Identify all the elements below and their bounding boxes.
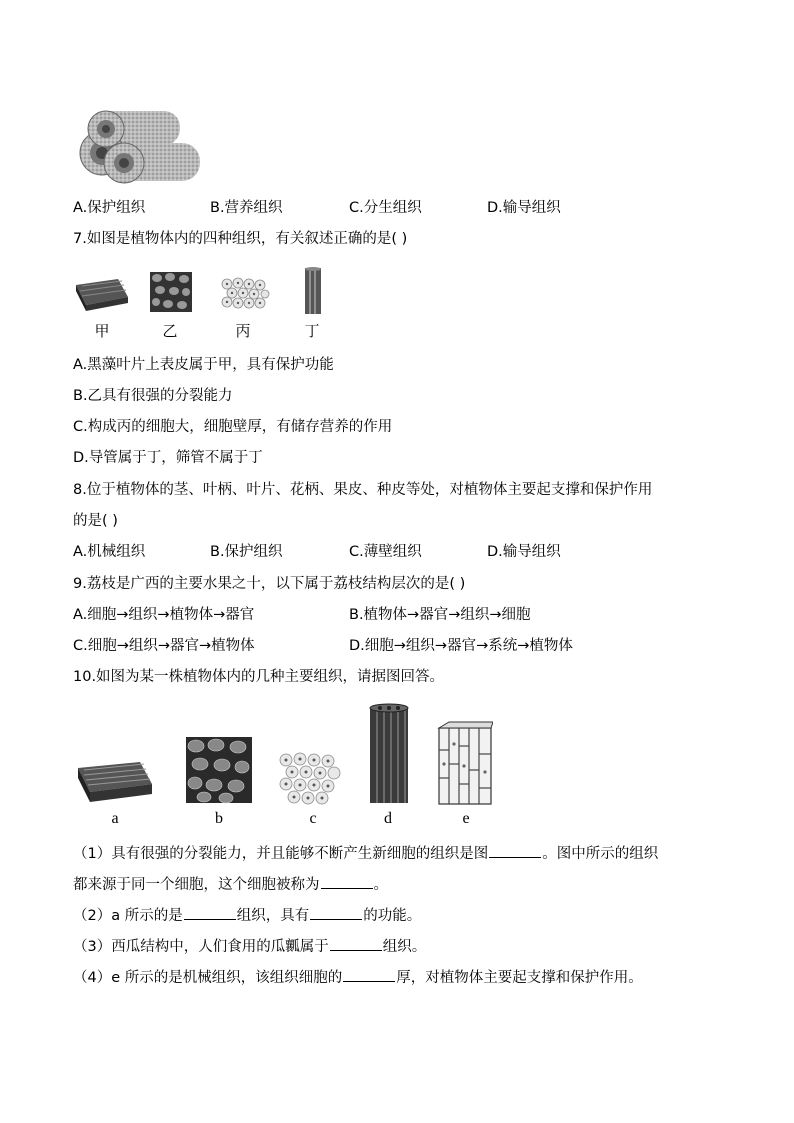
q10-sub2-text-c: 的功能。 xyxy=(363,908,422,924)
q10-sub1-line2 xyxy=(73,874,388,895)
q10-tissue-b-image xyxy=(184,735,254,805)
q10-sub3-blank[interactable] xyxy=(330,936,382,951)
q10-tissue-e-image xyxy=(437,720,493,806)
q10-sub2-blank-1[interactable] xyxy=(184,905,236,920)
q10-sub1-text-a: （1）具有很强的分裂能力，并且能够不断产生新细胞的组织是图 xyxy=(73,846,489,862)
q7-tissue-yi-image xyxy=(148,270,194,314)
q10-sub3-line xyxy=(73,936,426,957)
q6-option-a: A.保护组织 xyxy=(73,200,146,216)
loofah-sponge-image xyxy=(72,105,204,189)
q7-label-jia: 甲 xyxy=(94,322,110,340)
q10-sub4-line xyxy=(73,967,643,988)
q10-label-a: a xyxy=(111,810,119,827)
q10-sub2-line xyxy=(73,905,421,926)
q8-stem-line1: 8.位于植物体的茎、叶柄、叶片、花柄、果皮、种皮等处，对植物体主要起支撑和保护作用 xyxy=(73,482,653,498)
q7-stem: 7.如图是植物体内的四种组织，有关叙述正确的是( ) xyxy=(73,231,408,247)
q10-sub1-blank-2[interactable] xyxy=(321,874,373,889)
q10-sub1-text-c: 都来源于同一个细胞，这个细胞被称为 xyxy=(73,877,320,893)
q10-sub1-text-b: 。图中所示的组织 xyxy=(542,846,659,862)
q10-sub3-text-a: （3）西瓜结构中，人们食用的瓜瓤属于 xyxy=(73,939,329,955)
q10-sub4-text-b: 厚，对植物体主要起支撑和保护作用。 xyxy=(396,970,643,986)
q10-tissue-c-image xyxy=(278,752,344,806)
q7-option-d: D.导管属于丁，筛管不属于丁 xyxy=(73,450,263,466)
q7-label-yi: 乙 xyxy=(162,322,178,340)
q9-option-b: B.植物体→器官→组织→细胞 xyxy=(349,607,531,623)
q10-label-e: e xyxy=(462,810,470,827)
q6-option-d: D.输导组织 xyxy=(487,200,561,216)
q9-option-a: A.细胞→组织→植物体→器官 xyxy=(73,607,255,623)
q10-label-d: d xyxy=(384,810,392,827)
q7-label-bing: 丙 xyxy=(235,322,251,340)
q9-option-d: D.细胞→组织→器官→系统→植物体 xyxy=(349,638,573,654)
q8-option-a: A.机械组织 xyxy=(73,544,146,560)
q10-tissue-d-image xyxy=(366,703,412,805)
q8-option-b: B.保护组织 xyxy=(210,544,283,560)
q8-option-c: C.薄壁组织 xyxy=(349,544,422,560)
q7-option-a: A.黑藻叶片上表皮属于甲，具有保护功能 xyxy=(73,357,334,373)
q9-stem: 9.荔枝是广西的主要水果之十，以下属于荔枝结构层次的是( ) xyxy=(73,576,466,592)
q9-option-c: C.细胞→组织→器官→植物体 xyxy=(73,638,255,654)
q6-option-b: B.营养组织 xyxy=(210,200,283,216)
q6-option-c: C.分生组织 xyxy=(349,200,422,216)
q8-option-d: D.输导组织 xyxy=(487,544,561,560)
q10-sub4-text-a: （4）e 所示的是机械组织，该组织细胞的 xyxy=(73,970,343,986)
q10-tissue-a-image xyxy=(76,760,154,804)
q10-label-b: b xyxy=(215,810,223,827)
q7-option-b: B.乙具有很强的分裂能力 xyxy=(73,388,233,404)
q10-label-c: c xyxy=(309,810,317,827)
q10-sub1-line1 xyxy=(73,843,658,864)
q10-sub2-blank-2[interactable] xyxy=(310,905,362,920)
q10-stem: 10.如图为某一株植物体内的几种主要组织，请据图回答。 xyxy=(73,669,445,685)
q7-option-c: C.构成丙的细胞大，细胞壁厚，有储存营养的作用 xyxy=(73,419,393,435)
q10-sub1-blank-1[interactable] xyxy=(489,843,541,858)
q7-tissue-jia-image xyxy=(72,275,130,313)
q7-tissue-bing-image xyxy=(219,276,271,310)
q7-tissue-ding-image xyxy=(303,266,323,316)
q10-sub3-text-b: 组织。 xyxy=(382,939,427,955)
q7-label-ding: 丁 xyxy=(304,322,320,340)
q10-sub4-blank[interactable] xyxy=(343,967,395,982)
q10-sub2-text-a: （2）a 所示的是 xyxy=(73,908,183,924)
q8-stem-line2: 的是( ) xyxy=(73,513,118,529)
q10-sub1-text-d: 。 xyxy=(373,877,388,893)
q10-sub2-text-b: 组织，具有 xyxy=(236,908,310,924)
